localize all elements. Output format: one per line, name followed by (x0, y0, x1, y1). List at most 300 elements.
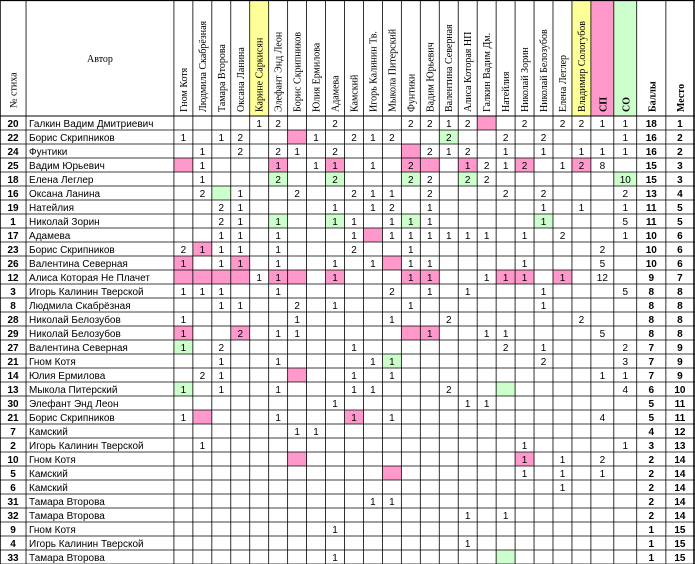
cell-score: 10 (645, 231, 657, 242)
header-juror: Юлия Ермилова (311, 42, 323, 112)
cell-value: 2 (408, 161, 414, 172)
cell-value: 2 (464, 119, 471, 130)
cell-sp: 8 (599, 161, 606, 172)
cell-value: 1 (332, 553, 338, 564)
cell-score: 11 (646, 203, 657, 214)
cell-value: 1 (332, 301, 338, 312)
cell-place: 8 (677, 329, 683, 340)
cell-value: 1 (464, 231, 471, 242)
header-author: Автор (87, 54, 113, 65)
row-author: Гном Котя (29, 357, 76, 368)
row-num: 4 (10, 539, 16, 550)
cell-value: 1 (294, 147, 300, 158)
cell-place: 4 (677, 189, 683, 200)
row-author: Фунтики (29, 147, 68, 158)
cell-value: 1 (483, 329, 490, 340)
cell-value: 2 (408, 175, 414, 186)
cell-value: 2 (237, 133, 244, 144)
row-author: Елена Леглер (29, 175, 94, 186)
cell-place: 3 (677, 161, 683, 172)
cell-value: 2 (389, 287, 395, 298)
cell-value: 2 (521, 161, 528, 172)
cell-value: 1 (370, 133, 376, 144)
cell-value: 1 (218, 385, 225, 396)
cell-value: 1 (180, 343, 187, 354)
cell-value: 1 (427, 217, 433, 228)
cell-highlight (420, 158, 439, 172)
row-num: 14 (7, 371, 19, 382)
cell-so: 1 (622, 119, 629, 130)
cell-value: 1 (237, 259, 244, 270)
row-author: Камский (29, 483, 68, 494)
cell-place: 15 (674, 553, 686, 564)
cell-value: 1 (464, 539, 471, 550)
cell-value: 1 (502, 147, 509, 158)
cell-value: 1 (351, 343, 357, 354)
row-num: 21 (7, 413, 19, 424)
cell-value: 2 (275, 175, 281, 186)
cell-value: 2 (502, 189, 509, 200)
cell-value: 1 (559, 273, 566, 284)
cell-value: 1 (199, 175, 206, 186)
cell-value: 1 (370, 203, 376, 214)
cell-so: 10 (619, 175, 631, 186)
cell-value: 1 (445, 231, 452, 242)
cell-value: 1 (408, 301, 414, 312)
cell-highlight (477, 116, 496, 130)
row-author: Николай Белозубов (29, 329, 121, 340)
cell-value: 1 (180, 287, 187, 298)
cell-value: 1 (332, 161, 338, 172)
cell-value: 1 (408, 217, 414, 228)
cell-value: 1 (389, 189, 395, 200)
cell-so: 1 (622, 133, 629, 144)
cell-value: 1 (540, 301, 547, 312)
cell-score: 13 (645, 189, 657, 200)
cell-score: 11 (646, 217, 657, 228)
cell-highlight (212, 186, 231, 200)
row-author: Игорь Калинин Тверской (29, 287, 144, 298)
cell-value: 1 (559, 455, 566, 466)
cell-value: 2 (578, 161, 585, 172)
cell-sp: 12 (596, 273, 608, 284)
cell-value: 1 (218, 133, 225, 144)
cell-so: 3 (622, 357, 629, 368)
cell-so: 2 (622, 343, 629, 354)
row-num: 25 (7, 161, 19, 172)
row-num: 29 (7, 329, 19, 340)
cell-value: 1 (427, 203, 433, 214)
cell-value: 1 (408, 259, 414, 270)
row-num: 12 (7, 273, 19, 284)
cell-place: 1 (677, 119, 683, 130)
cell-value: 2 (199, 189, 206, 200)
cell-score: 2 (648, 497, 655, 508)
header-juror: Борис Скрипников (292, 31, 304, 112)
row-num: 20 (7, 119, 19, 130)
cell-place: 14 (674, 483, 686, 494)
cell-value: 1 (218, 231, 225, 242)
row-num: 17 (7, 231, 19, 242)
cell-so: 4 (622, 385, 629, 396)
cell-value: 1 (408, 245, 414, 256)
cell-value: 1 (521, 273, 528, 284)
cell-value: 1 (275, 273, 281, 284)
header-juror: Камский (349, 74, 361, 112)
cell-value: 1 (294, 427, 300, 438)
cell-value: 1 (313, 133, 319, 144)
cell-value: 1 (237, 231, 244, 242)
cell-value: 2 (464, 175, 471, 186)
row-num: 28 (7, 315, 19, 326)
cell-value: 1 (389, 497, 395, 508)
row-author: Игорь Калинин Тверской (29, 441, 144, 452)
cell-value: 2 (427, 119, 433, 130)
cell-value: 1 (199, 245, 206, 256)
cell-value: 2 (540, 133, 547, 144)
cell-score: 2 (648, 483, 655, 494)
cell-value: 1 (351, 371, 357, 382)
row-num: 27 (7, 343, 19, 354)
cell-value: 1 (199, 441, 206, 452)
cell-value: 1 (408, 273, 414, 284)
header-juror: Елена Леглер (557, 54, 569, 112)
cell-score: 15 (645, 175, 657, 186)
header-juror: Элефант Энд Леон (273, 31, 285, 112)
cell-place: 13 (674, 441, 686, 452)
row-num: 10 (7, 455, 19, 466)
cell-place: 8 (677, 301, 683, 312)
cell-so: 5 (622, 217, 629, 228)
cell-value: 1 (370, 161, 376, 172)
cell-value: 1 (180, 413, 187, 424)
cell-score: 1 (648, 525, 655, 536)
row-author: Юлия Ермилова (29, 371, 106, 382)
cell-value: 1 (370, 259, 376, 270)
cell-value: 1 (199, 147, 206, 158)
cell-value: 1 (351, 385, 357, 396)
row-author: Гном Котя (29, 525, 76, 536)
cell-value: 1 (578, 147, 585, 158)
cell-score: 18 (645, 119, 657, 130)
cell-value: 1 (502, 511, 509, 522)
row-num: 23 (7, 245, 19, 256)
cell-value: 1 (218, 301, 225, 312)
cell-score: 16 (645, 133, 657, 144)
header-juror: Владимир Сологубов (576, 20, 588, 112)
cell-value: 2 (559, 119, 566, 130)
row-author: Гном Котя (29, 455, 76, 466)
row-author: Игорь Калинин Тверской (29, 539, 144, 550)
header-juror: Адамева (330, 75, 342, 112)
row-num: 33 (7, 553, 19, 564)
cell-value: 1 (521, 441, 528, 452)
cell-value: 1 (370, 497, 376, 508)
cell-value: 1 (332, 273, 338, 284)
cell-value: 1 (275, 357, 281, 368)
cell-score: 2 (648, 455, 655, 466)
row-author: Валентина Северная (29, 343, 128, 354)
cell-value: 1 (521, 455, 528, 466)
cell-place: 14 (674, 469, 686, 480)
cell-value: 2 (237, 147, 244, 158)
row-num: 26 (7, 259, 19, 270)
cell-so: 1 (622, 231, 629, 242)
cell-value: 1 (275, 231, 281, 242)
row-num: 9 (10, 525, 16, 536)
cell-place: 7 (677, 273, 683, 284)
cell-value: 1 (237, 245, 244, 256)
cell-value: 1 (370, 357, 376, 368)
cell-highlight (288, 368, 307, 382)
cell-so: 1 (622, 147, 629, 158)
row-author: Борис Скрипников (29, 133, 115, 144)
cell-place: 2 (677, 147, 683, 158)
cell-score: 2 (648, 511, 655, 522)
cell-value: 2 (218, 343, 225, 354)
cell-value: 1 (275, 329, 281, 340)
cell-value: 1 (218, 371, 225, 382)
cell-value: 1 (540, 217, 547, 228)
cell-value: 1 (427, 287, 433, 298)
cell-value: 1 (389, 371, 395, 382)
cell-place: 14 (674, 497, 686, 508)
cell-score: 10 (645, 259, 657, 270)
cell-highlight (288, 270, 307, 284)
cell-score: 3 (648, 441, 655, 452)
cell-score: 7 (648, 371, 655, 382)
cell-value: 2 (427, 175, 433, 186)
cell-value: 1 (540, 203, 547, 214)
cell-value: 2 (521, 119, 528, 130)
row-num: 24 (7, 147, 19, 158)
row-author: Мыкола Питерский (29, 385, 118, 396)
cell-highlight (496, 382, 515, 396)
cell-value: 2 (351, 189, 357, 200)
header-so: СО (621, 97, 633, 112)
cell-value: 1 (275, 413, 281, 424)
cell-value: 2 (502, 133, 509, 144)
cell-value: 1 (559, 469, 566, 480)
header-juror: Гном Котя (178, 67, 190, 112)
cell-score: 8 (648, 315, 655, 326)
cell-score: 10 (645, 245, 657, 256)
cell-value: 1 (483, 399, 490, 410)
cell-sp: 2 (599, 245, 606, 256)
cell-highlight (231, 270, 250, 284)
row-author: Камский (29, 427, 68, 438)
cell-value: 1 (408, 231, 414, 242)
cell-score: 8 (648, 287, 655, 298)
cell-highlight (382, 466, 401, 480)
cell-value: 1 (275, 161, 281, 172)
cell-value: 2 (294, 301, 300, 312)
cell-value: 2 (540, 189, 547, 200)
row-num: 19 (7, 203, 19, 214)
cell-sp: 1 (599, 469, 606, 480)
cell-value: 1 (332, 525, 338, 536)
cell-place: 6 (677, 231, 683, 242)
cell-so: 1 (622, 441, 629, 452)
row-author: Алиса Которая Не Плачет (29, 273, 150, 284)
row-author: Николай Зорин (29, 217, 100, 228)
cell-value: 1 (559, 483, 566, 494)
row-author: Борис Скрипников (29, 245, 115, 256)
row-author: Тамара Второва (29, 553, 105, 564)
cell-value: 2 (445, 315, 452, 326)
cell-value: 1 (275, 217, 281, 228)
cell-score: 2 (648, 469, 655, 480)
cell-value: 1 (218, 357, 225, 368)
cell-highlight (496, 550, 515, 564)
cell-value: 1 (464, 399, 471, 410)
cell-value: 2 (445, 385, 452, 396)
cell-value: 1 (370, 385, 376, 396)
cell-highlight (401, 326, 420, 340)
cell-highlight (174, 158, 193, 172)
cell-value: 1 (180, 329, 187, 340)
cell-value: 2 (275, 147, 281, 158)
row-num: 32 (7, 511, 19, 522)
row-author: Элефант Энд Леон (29, 399, 119, 410)
header-num: № стиха (8, 72, 20, 108)
cell-value: 1 (464, 287, 471, 298)
cell-place: 5 (677, 217, 683, 228)
cell-value: 1 (427, 231, 433, 242)
row-author: Людмила Скабрёзная (29, 301, 131, 312)
cell-value: 1 (332, 399, 338, 410)
cell-value: 2 (427, 147, 433, 158)
cell-score: 5 (648, 399, 655, 410)
cell-sp: 1 (599, 119, 606, 130)
cell-value: 1 (521, 469, 528, 480)
header-score: Баллы (647, 81, 659, 112)
cell-value: 1 (237, 203, 244, 214)
cell-place: 15 (674, 525, 686, 536)
cell-value: 1 (483, 231, 490, 242)
cell-value: 1 (180, 259, 187, 270)
cell-value: 2 (275, 119, 281, 130)
header-juror: Натейлия (501, 71, 513, 112)
row-author: Камский (29, 469, 68, 480)
row-author: Натейлия (29, 203, 75, 214)
cell-score: 1 (648, 553, 655, 564)
cell-value: 1 (540, 343, 547, 354)
cell-value: 1 (389, 217, 395, 228)
cell-value: 1 (351, 413, 357, 424)
cell-value: 1 (332, 259, 338, 270)
row-num: 1 (10, 217, 16, 228)
cell-value: 2 (464, 147, 471, 158)
cell-value: 1 (370, 189, 376, 200)
cell-place: 8 (677, 287, 683, 298)
cell-value: 2 (483, 175, 490, 186)
cell-value: 1 (540, 147, 547, 158)
cell-score: 1 (648, 539, 655, 550)
cell-value: 1 (313, 427, 319, 438)
cell-score: 8 (648, 329, 655, 340)
row-num: 7 (10, 427, 16, 438)
cell-sp: 5 (599, 329, 606, 340)
row-author: Адамева (29, 231, 71, 242)
cell-value: 1 (427, 273, 433, 284)
row-num: 30 (7, 399, 19, 410)
cell-score: 5 (648, 413, 655, 424)
cell-value: 1 (275, 245, 281, 256)
row-num: 5 (10, 469, 16, 480)
cell-value: 1 (502, 329, 509, 340)
cell-value: 1 (256, 273, 262, 284)
cell-value: 1 (389, 357, 395, 368)
cell-score: 9 (648, 273, 655, 284)
cell-place: 11 (674, 399, 686, 410)
cell-value: 1 (180, 133, 187, 144)
cell-value: 1 (502, 273, 509, 284)
cell-highlight (401, 144, 420, 158)
cell-value: 1 (313, 161, 319, 172)
row-num: 21 (7, 357, 19, 368)
cell-value: 1 (332, 203, 338, 214)
cell-value: 1 (445, 147, 452, 158)
cell-value: 2 (389, 203, 395, 214)
row-num: 3 (10, 287, 16, 298)
cell-value: 2 (559, 231, 566, 242)
row-num: 22 (7, 133, 19, 144)
cell-place: 9 (677, 343, 683, 354)
cell-value: 1 (180, 385, 187, 396)
cell-place: 9 (677, 371, 683, 382)
cell-so: 2 (622, 189, 629, 200)
cell-value: 2 (218, 203, 225, 214)
row-author: Борис Скрипников (29, 413, 115, 424)
row-author: Тамара Второва (29, 497, 105, 508)
row-num: 18 (7, 175, 19, 186)
cell-highlight (193, 410, 212, 424)
header-juror: Игорь Калинин Тв. (368, 31, 380, 112)
cell-value: 1 (256, 119, 262, 130)
cell-highlight (288, 130, 307, 144)
cell-place: 3 (677, 175, 683, 186)
cell-highlight (382, 256, 401, 270)
header-juror: Николай Белозубов (539, 29, 551, 112)
header-juror: Тамара Второва (216, 44, 228, 112)
cell-value: 1 (294, 329, 300, 340)
cell-sp: 1 (599, 147, 606, 158)
cell-value: 2 (427, 189, 433, 200)
row-author: Валентина Северная (29, 259, 128, 270)
cell-place: 9 (677, 357, 683, 368)
cell-place: 2 (677, 133, 683, 144)
row-num: 2 (10, 441, 16, 452)
cell-value: 1 (237, 189, 244, 200)
cell-sp: 2 (599, 455, 606, 466)
cell-value: 2 (294, 189, 300, 200)
cell-so: 1 (622, 203, 629, 214)
cell-value: 1 (464, 161, 471, 172)
cell-value: 2 (237, 329, 244, 340)
cell-score: 6 (648, 385, 655, 396)
cell-place: 12 (674, 427, 686, 438)
cell-value: 2 (408, 119, 414, 130)
cell-value: 2 (578, 315, 585, 326)
cell-sp: 5 (599, 259, 606, 270)
cell-score: 16 (645, 147, 657, 158)
cell-highlight (174, 270, 193, 284)
cell-value: 1 (351, 231, 357, 242)
cell-so: 5 (622, 287, 629, 298)
cell-value: 1 (237, 301, 244, 312)
cell-value: 1 (199, 161, 206, 172)
